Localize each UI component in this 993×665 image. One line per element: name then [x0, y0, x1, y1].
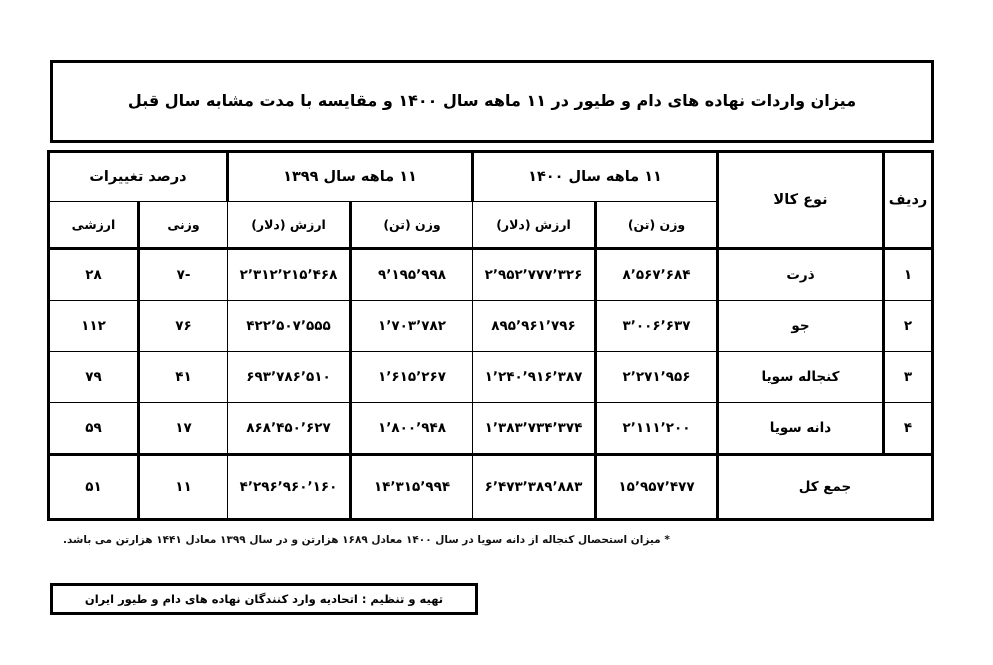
cell-weight-1400: ۳٬۰۰۶٬۶۳۷ [596, 301, 718, 352]
table-row [48, 249, 932, 301]
cell-value-1400: ۲٬۹۵۲٬۷۷۷٬۳۲۶ [473, 249, 596, 301]
cell-change-weight: ۷۶ [139, 301, 228, 352]
cell-total-label: جمع کل [718, 455, 933, 520]
column-header-group-1400: ۱۱ ماهه سال ۱۴۰۰ [473, 152, 718, 202]
column-header-goods-type: نوع کالا [718, 152, 884, 249]
cell-total-weight-1399: ۱۴٬۳۱۵٬۹۹۴ [351, 455, 473, 520]
column-header-group-change: درصد تغییرات [48, 152, 227, 202]
column-header-value-1400: ارزش (دلار) [473, 202, 596, 249]
cell-row-index: ۱ [884, 249, 933, 301]
cell-weight-1400: ۸٬۵۶۷٬۶۸۴ [596, 249, 718, 301]
column-header-group-1399: ۱۱ ماهه سال ۱۳۹۹ [228, 152, 473, 202]
cell-change-value: ۷۹ [48, 352, 138, 403]
cell-change-weight: ۴۱ [139, 352, 228, 403]
column-header-value-1399: ارزش (دلار) [228, 202, 351, 249]
cell-goods: دانه سویا [718, 403, 884, 455]
cell-total-value-1400: ۶٬۴۷۳٬۳۸۹٬۸۸۳ [473, 455, 596, 520]
page-title: میزان واردات نهاده های دام و طیور در ۱۱ ماهه سال ۱۴۰۰ و مقایسه با مدت مشابه سال قبل [127, 91, 857, 111]
column-header-weight-1399: وزن (تن) [351, 202, 473, 249]
cell-goods: ذرت [718, 249, 884, 301]
table-row [48, 301, 932, 352]
cell-weight-1400: ۲٬۱۱۱٬۲۰۰ [596, 403, 718, 455]
cell-weight-1399: ۹٬۱۹۵٬۹۹۸ [351, 249, 473, 301]
cell-value-1400: ۸۹۵٬۹۶۱٬۷۹۶ [473, 301, 596, 352]
credit-box [50, 583, 478, 615]
table-head [48, 152, 932, 249]
table-total-row [48, 455, 932, 520]
cell-weight-1400: ۲٬۲۷۱٬۹۵۶ [596, 352, 718, 403]
column-header-row-index: ردیف [884, 152, 933, 249]
cell-change-value: ۵۹ [48, 403, 138, 455]
cell-value-1399: ۶۹۳٬۷۸۶٬۵۱۰ [228, 352, 351, 403]
cell-goods: جو [718, 301, 884, 352]
cell-value-1399: ۲٬۳۱۲٬۲۱۵٬۴۶۸ [228, 249, 351, 301]
cell-row-index: ۲ [884, 301, 933, 352]
column-header-weight-1400: وزن (تن) [596, 202, 718, 249]
credit-text: تهیه و تنظیم : اتحادیه وارد کنندگان نهاده های دام و طیور ایران [84, 592, 444, 606]
report-title-box [50, 60, 934, 143]
cell-total-change-value: ۵۱ [48, 455, 138, 520]
table-row [48, 403, 932, 455]
cell-change-weight: -۷ [139, 249, 228, 301]
cell-weight-1399: ۱٬۷۰۳٬۷۸۲ [351, 301, 473, 352]
cell-row-index: ۴ [884, 403, 933, 455]
cell-weight-1399: ۱٬۸۰۰٬۹۴۸ [351, 403, 473, 455]
imports-table-container [50, 150, 934, 521]
footnote-text: * میزان استحصال کنجاله از دانه سویا در سال ۱۴۰۰ معادل ۱۶۸۹ هزارتن و در سال ۱۳۹۹ معادل ۱۴۴۱ هزارتن می باشد. [63, 534, 670, 546]
cell-change-weight: ۱۷ [139, 403, 228, 455]
cell-value-1399: ۴۲۲٬۵۰۷٬۵۵۵ [228, 301, 351, 352]
cell-total-change-weight: ۱۱ [139, 455, 228, 520]
column-header-change-weight: وزنی [139, 202, 228, 249]
table-body [48, 249, 932, 520]
table-row [48, 352, 932, 403]
cell-row-index: ۳ [884, 352, 933, 403]
cell-value-1400: ۱٬۳۸۳٬۷۳۴٬۳۷۴ [473, 403, 596, 455]
cell-change-value: ۲۸ [48, 249, 138, 301]
cell-total-weight-1400: ۱۵٬۹۵۷٬۴۷۷ [596, 455, 718, 520]
cell-goods: کنجاله سویا [718, 352, 884, 403]
cell-value-1399: ۸۶۸٬۴۵۰٬۶۲۷ [228, 403, 351, 455]
column-header-change-value: ارزشی [48, 202, 138, 249]
imports-table [47, 150, 934, 521]
cell-total-value-1399: ۴٬۲۹۶٬۹۶۰٬۱۶۰ [228, 455, 351, 520]
table-header-group-row [48, 152, 932, 202]
cell-value-1400: ۱٬۲۴۰٬۹۱۶٬۳۸۷ [473, 352, 596, 403]
cell-change-value: ۱۱۲ [48, 301, 138, 352]
cell-weight-1399: ۱٬۶۱۵٬۲۶۷ [351, 352, 473, 403]
